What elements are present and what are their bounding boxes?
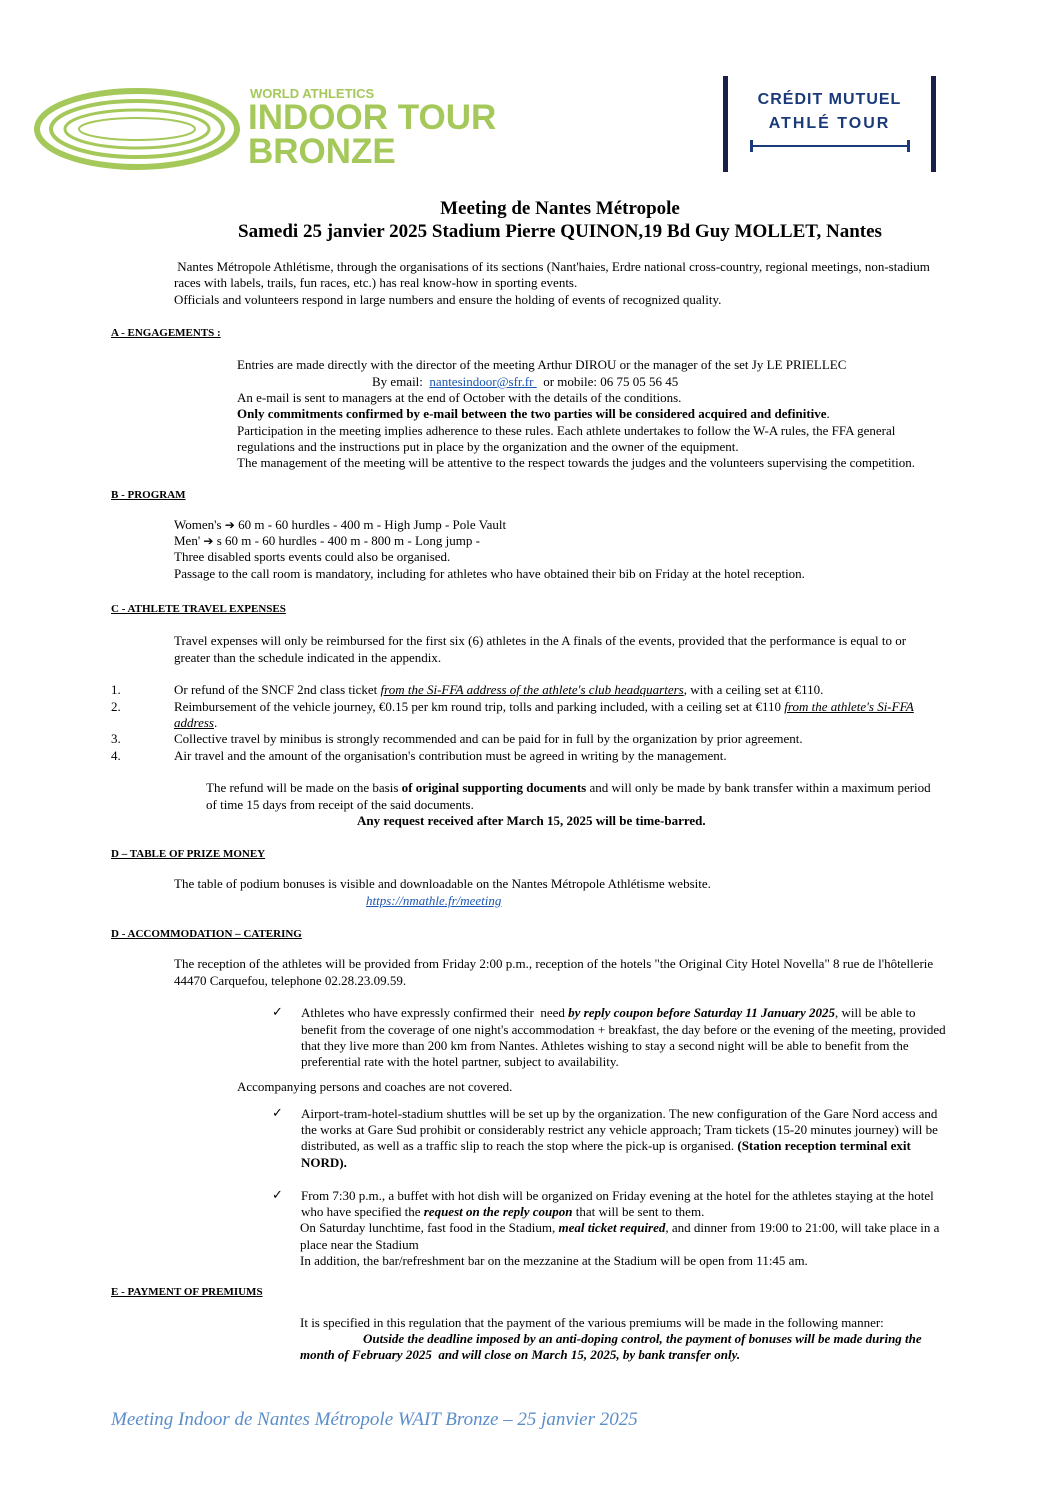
d2-c1-line4: preferential rate with the hotel partner, subject to availability. — [301, 1054, 619, 1069]
c-refund-line2: of time 15 days from receipt of the said documents. — [206, 797, 474, 812]
c2-a: distributed, as well as a traffic slip to reach the stop where the pick-up is organised. — [301, 1138, 738, 1153]
wa-line2: INDOOR TOUR — [248, 98, 497, 137]
a-line4-bold: Only commitments confirmed by e-mail between the two parties will be considered acquired and definitive — [237, 406, 827, 421]
c-item-2-a: Reimbursement of the vehicle journey, €0.15 per km round trip, tolls and parking included, with a ceiling set at €110 — [174, 699, 785, 714]
cm-bar-icon — [750, 143, 910, 149]
refund-c: and will only be made by bank transfer within a maximum period — [586, 780, 931, 795]
a-line1: Entries are made directly with the director of the meeting Arthur DIROU or the manager of the set Jy LE PRIELLEC — [237, 357, 847, 372]
d2-c3-line3 — [300, 1220, 939, 1236]
section-c-heading: C - ATHLETE TRAVEL EXPENSES — [111, 603, 286, 615]
c-item-number: 4. — [111, 748, 121, 763]
b-men — [174, 533, 480, 549]
c-item-number: 1. — [111, 682, 121, 697]
d2-c3-line4: place near the Stadium — [300, 1237, 419, 1252]
d2-p1-line2: 44470 Carquefou, telephone 02.28.23.09.59. — [174, 973, 407, 988]
intro-line3: Officials and volunteers respond in large numbers and ensure the holding of events of recognized quality. — [174, 292, 722, 307]
c-item-number: 3. — [111, 731, 121, 746]
d2-p1-line1: The reception of the athletes will be provided from Friday 2:00 p.m., reception of the hotels "the Original City Hotel Novella" 8 rue de l'hôtellerie — [174, 956, 934, 971]
c-item-2-u: from the athlete's Si-FFA — [784, 699, 914, 714]
a-line3: An e-mail is sent to managers at the end of October with the details of the conditions. — [237, 390, 682, 405]
c1-a: Athletes who have expressly confirmed their need — [301, 1005, 569, 1020]
e-line1: It is specified in this regulation that the payment of the various premiums will be made in the following manner: — [300, 1315, 884, 1330]
meeting-website-link[interactable]: https://nmathle.fr/meeting — [366, 893, 502, 908]
c1-c: , will be able to — [835, 1005, 916, 1020]
mobile-text: or mobile: 06 75 05 56 45 — [536, 374, 679, 389]
men-events: s 60 m - 60 hurdles - 400 m - 800 m - Long jump - — [213, 533, 480, 548]
refund-a: The refund will be made on the basis — [206, 780, 402, 795]
arrow-right-icon: ➔ — [203, 534, 214, 548]
b-line4: Passage to the call room is mandatory, including for athletes who have obtained their bib on Friday at the hotel reception. — [174, 566, 805, 581]
c-p1-line2: greater than the schedule indicated in the appendix. — [174, 650, 442, 665]
c-item-number: 2. — [111, 699, 121, 714]
c-item-4: Air travel and the amount of the organisation's contribution must be agreed in writing by the management. — [174, 748, 727, 763]
c-item-1-b: , with a ceiling set at €110. — [683, 682, 824, 697]
a-line6: regulations and the instructions put in place by the organization and the owner of the equipment. — [237, 439, 739, 454]
e-line3: month of February 2025 and will close on March 15, 2025, by bank transfer only. — [300, 1347, 741, 1362]
e-line2: Outside the deadline imposed by an anti-doping control, the payment of bonuses will be made during the — [363, 1331, 922, 1346]
c-item-2-u2: address — [174, 715, 214, 730]
b-line3: Three disabled sports events could also be organised. — [174, 549, 451, 564]
cm-line2: ATHLÉ TOUR — [768, 115, 891, 132]
a-line2 — [372, 374, 678, 390]
checkmark-icon: ✓ — [272, 1004, 283, 1019]
d2-c2-line3 — [301, 1138, 911, 1154]
c2-b: (Station reception terminal exit — [737, 1138, 911, 1153]
arrow-right-icon: ➔ — [224, 518, 235, 532]
d2-c1-line1 — [301, 1005, 916, 1021]
men-label: Men' — [174, 533, 204, 548]
refund-b: of original supporting documents — [401, 780, 587, 795]
a-line5: Participation in the meeting implies adherence to these rules. Each athlete undertakes to follow the W-A rules, the FFA general — [237, 423, 896, 438]
intro-line1: Nantes Métropole Athlétisme, through the organisations of its sections (Nant'haies, Erdre national cross-country, regional meetings, non-stadium — [174, 259, 930, 274]
d2-c1-line2: benefit from the coverage of one night's accommodation + breakfast, the day before or the evening of the meeting, provided — [301, 1022, 946, 1037]
women-label: Women's — [174, 517, 225, 532]
c1-b: by reply coupon before Saturday 11 January 2025 — [568, 1005, 836, 1020]
d1-line1: The table of podium bonuses is visible and downloadable on the Nantes Métropole Athlétisme website. — [174, 876, 711, 891]
intro-line2: races with labels, trails, fun races, etc.) has real know-how in sporting events. — [174, 275, 578, 290]
cm-line1: CRÉDIT MUTUEL — [757, 91, 902, 108]
email-label: By email: — [372, 374, 430, 389]
section-b-heading: B - PROGRAM — [111, 489, 186, 501]
c-item-2-b: . — [213, 715, 218, 730]
a-line7: The management of the meeting will be attentive to the respect towards the judges and the volunteers supervising the competition. — [237, 455, 915, 470]
c3-c: that will be sent to them. — [572, 1204, 705, 1219]
email-link[interactable]: nantesindoor@sfr.fr — [429, 374, 537, 389]
b-women — [174, 517, 506, 533]
d2-c1-line3: that they live more than 200 km from Nantes. Athletes wishing to stay a second night will be able to benefit from the — [301, 1038, 909, 1053]
c3-l3a: On Saturday lunchtime, fast food in the Stadium, — [300, 1220, 559, 1235]
d2-c2-line2: the works at Gare Sud prohibit or considerably restrict any vehicle approach; Tram tickets (15-20 minutes journey) will be — [301, 1122, 938, 1137]
section-d1-heading: D – TABLE OF PRIZE MONEY — [111, 848, 266, 860]
checkmark-icon: ✓ — [272, 1187, 283, 1202]
d2-c3-line2 — [301, 1204, 704, 1220]
credit-mutuel-logo — [723, 76, 936, 172]
d2-c2-line1: Airport-tram-hotel-stadium shuttles will be set up by the organization. The new configuration of the Gare Nord access and — [301, 1106, 938, 1121]
c3-l3c: , and dinner from 19:00 to 21:00, will take place in a — [665, 1220, 940, 1235]
c-item-1 — [174, 682, 823, 698]
section-e-heading: E - PAYMENT OF PREMIUMS — [111, 1286, 263, 1298]
stadium-oval-icon — [34, 86, 240, 172]
c-item-1-u: from the Si-FFA address of the athlete's club headquarters — [380, 682, 684, 697]
a-line4 — [237, 406, 830, 422]
wa-line1: WORLD ATHLETICS — [250, 86, 375, 101]
wa-line3: BRONZE — [248, 132, 396, 171]
d2-accompany: Accompanying persons and coaches are not covered. — [237, 1079, 513, 1094]
c3-a: who have specified the — [301, 1204, 424, 1219]
c3-l3b: meal ticket required — [558, 1220, 666, 1235]
c-refund-line1 — [206, 780, 931, 796]
c-item-2 — [174, 699, 914, 715]
c3-b: request on the reply coupon — [423, 1204, 573, 1219]
checkmark-icon: ✓ — [272, 1105, 283, 1120]
c-item-2-cont — [174, 715, 217, 731]
a-line4-end: . — [826, 406, 830, 421]
c-item-3: Collective travel by minibus is strongly recommended and can be paid for in full by the organization by prior agreement. — [174, 731, 803, 746]
c-p1-line1: Travel expenses will only be reimbursed for the first six (6) athletes in the A finals of the events, provided that the performance is equal to or — [174, 633, 907, 648]
wa-indoor-tour-logo — [34, 82, 524, 174]
section-d2-heading: D - ACCOMMODATION – CATERING — [111, 928, 302, 940]
c-deadline: Any request received after March 15, 2025 will be time-barred. — [357, 813, 706, 828]
d2-c2-line4: NORD). — [301, 1155, 347, 1170]
c-item-1-a: Or refund of the SNCF 2nd class ticket — [174, 682, 381, 697]
d2-c3-line5: In addition, the bar/refreshment bar on the mezzanine at the Stadium will be open from 11:45 am. — [300, 1253, 808, 1268]
page-title: Meeting de Nantes Métropole — [440, 198, 680, 219]
women-events: 60 m - 60 hurdles - 400 m - High Jump - Pole Vault — [234, 517, 507, 532]
d2-c3-line1: From 7:30 p.m., a buffet with hot dish will be organized on Friday evening at the hotel for the athletes staying at the hotel — [301, 1188, 934, 1203]
page-subtitle: Samedi 25 janvier 2025 Stadium Pierre QUINON,19 Bd Guy MOLLET, Nantes — [238, 221, 882, 242]
section-a-heading: A - ENGAGEMENTS : — [111, 327, 221, 339]
page-footer: Meeting Indoor de Nantes Métropole WAIT Bronze – 25 janvier 2025 — [111, 1409, 638, 1430]
